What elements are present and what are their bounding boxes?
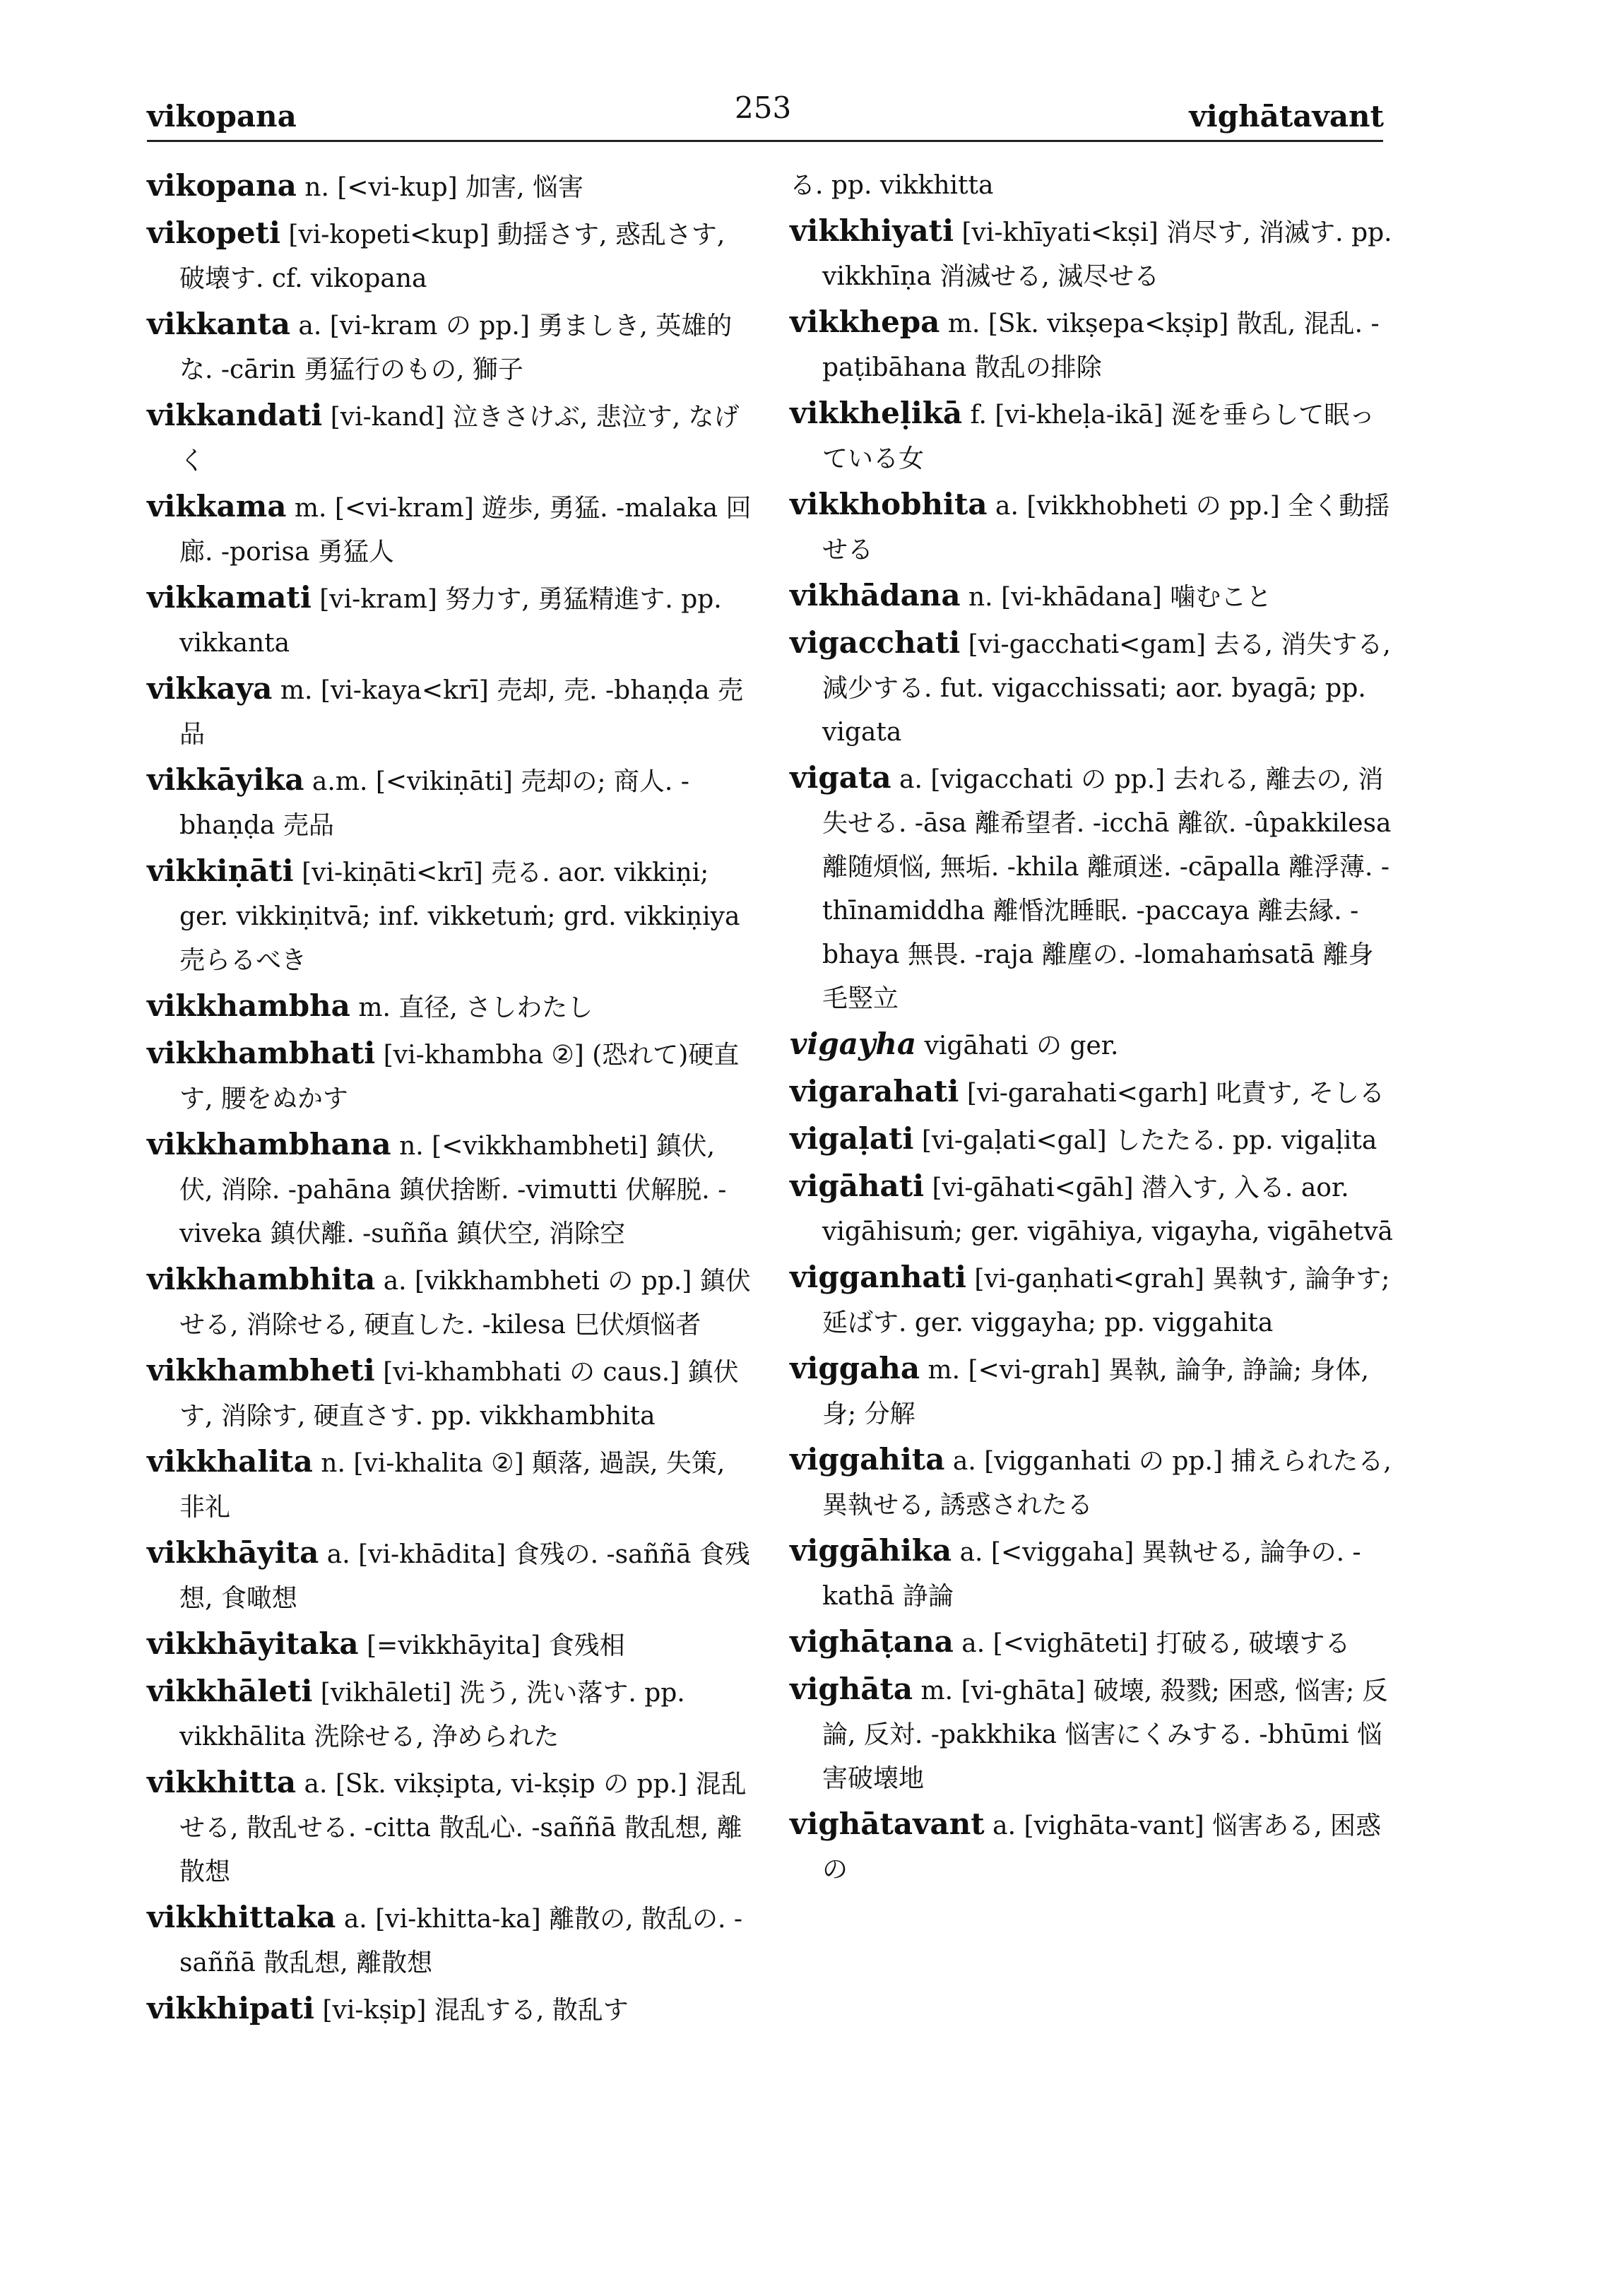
definition: [vi-gāhati<gāh] 潜入す, 入る. aor. vigāhisuṁ; ger. vigāhiya, vigayha, vigāhetvā [822, 1173, 1394, 1246]
dictionary-entry [147, 667, 754, 757]
header-rule [147, 140, 1383, 142]
definition: a. [vi-kram の pp.] 勇ましき, 英雄的な. -cārin 勇猛行のもの, 獅子 [179, 312, 733, 384]
dictionary-entry [147, 211, 754, 301]
definition: [vi-garahati<garh] 叱責す, そしる [966, 1079, 1385, 1108]
headword: vikopana [147, 168, 297, 203]
definition: [vi-kopeti<kup] 動揺さす, 惑乱さす, 破壊す. cf. vikopana [179, 220, 725, 293]
dictionary-entry [147, 758, 754, 848]
definition: n. [<vi-kup] 加害, 悩害 [304, 173, 583, 202]
dictionary-entry [147, 1896, 754, 1985]
dictionary-entry [147, 1031, 754, 1121]
definition: n. [<vikkhambheti] 鎮伏, 伏, 消除. -pahāna 鎮伏捨断. -vimutti 伏解脱. -viveka 鎮伏離. -suñña 鎮伏空, 消除空 [179, 1132, 727, 1248]
definition: m. [vi-kaya<krī] 売却, 売. -bhaṇḍa 売品 [179, 676, 743, 749]
headword: vikkhalita [147, 1444, 313, 1479]
headword: vighāta [790, 1672, 913, 1706]
definition: [vi-gacchati<gam] 去る, 消失する, 減少する. fut. vigacchissati; aor. byagā; pp. vigata [822, 630, 1391, 747]
dictionary-entry [790, 621, 1397, 755]
headword: vikkama [147, 489, 287, 524]
dictionary-entry [790, 391, 1397, 481]
dictionary-entry [147, 1123, 754, 1256]
headword: vikkanta [147, 307, 290, 341]
headword: vikkhāleti [147, 1674, 313, 1708]
dictionary-entry [790, 1438, 1397, 1527]
headword: viggahita [790, 1442, 945, 1477]
definition: m. 直径, さしわたし [358, 993, 593, 1022]
definition: [vi-gaṇhati<grah] 異執す, 論争す; 延ばす. ger. viggayha; pp. viggahita [822, 1265, 1390, 1337]
dictionary-entry [790, 1070, 1397, 1116]
headword: vigganhati [790, 1260, 966, 1294]
right-column [790, 164, 1397, 1893]
dictionary-entry [790, 1117, 1397, 1163]
dictionary-entry [790, 574, 1397, 620]
definition: a. [vigacchati の pp.] 去れる, 離去の, 消失せる. -āsa 離希望者. -icchā 離欲. -ûpakkilesa 離随煩悩, 無垢. -khila 離頑迷. -cāpalla 離浮薄. -thīnamiddha 離惛沈睡眠. -paccaya 離去縁. -bhaya 無畏. -raja 離塵の. -lomahaṁsatā 離身毛竪立 [822, 765, 1392, 1013]
definition: m. [vi-ghāta] 破壊, 殺戮; 困惑, 悩害; 反論, 反対. -pakkhika 悩害にくみする. -bhūmi 悩害破壊地 [822, 1677, 1388, 1793]
definition: [vi-khambha ②] (恐れて)硬直す, 腰をぬかす [179, 1041, 740, 1113]
dictionary-entry [790, 1667, 1397, 1801]
headword: vikkhambheti [147, 1353, 375, 1388]
definition: a. [<vighāteti] 打破る, 破壊する [961, 1629, 1351, 1658]
definition: m. [Sk. vikṣepa<kṣip] 散乱, 混乱. -paṭibāhana 散乱の排除 [822, 309, 1380, 382]
dictionary-entry [147, 1622, 754, 1668]
headword: vikkhipati [147, 1991, 314, 2026]
definition: る. pp. vikkhitta [790, 171, 994, 200]
dictionary-entry [147, 394, 754, 483]
definition: a. [vi-khitta-ka] 離散の, 散乱の. -saññā 散乱想, 離散想 [179, 1905, 743, 1977]
definition: a. [vigganhati の pp.] 捕えられたる, 異執せる, 誘惑されたる [822, 1447, 1392, 1520]
definition: a. [vi-khādita] 食残の. -saññā 食残想, 食噉想 [179, 1540, 750, 1613]
dictionary-entry [147, 1987, 754, 2033]
dictionary-entry [147, 576, 754, 666]
definition: f. [vi-kheḷa-ikā] 涎を垂らして眠っている女 [822, 401, 1375, 473]
definition: m. [<vi-kram] 遊歩, 勇猛. -malaka 回廊. -porisa 勇猛人 [179, 494, 752, 567]
dictionary-entry [790, 1529, 1397, 1619]
dictionary-entry [147, 849, 754, 983]
dictionary-entry [790, 1802, 1397, 1892]
definition: vigāhati の ger. [924, 1031, 1119, 1060]
headword: vikkhobhita [790, 487, 988, 521]
headword: vikkhāyita [147, 1535, 319, 1570]
page-number: 253 [735, 90, 792, 125]
definition: [vi-kand] 泣きさけぶ, 悲泣す, なげく [179, 403, 740, 475]
definition: [vi-kiṇāti<krī] 売る. aor. vikkiṇi; ger. vikkiṇitvā; inf. vikketuṁ; grd. vikkiṇiya 売らるべき [179, 858, 740, 975]
definition: [vi-khambhati の caus.] 鎮伏す, 消除す, 硬直さす. pp. vikkhambhita [179, 1358, 739, 1431]
running-head-left: vikopana [147, 99, 297, 134]
headword: vikkhittaka [147, 1900, 336, 1934]
headword: vikkhambhita [147, 1262, 376, 1296]
headword: vigayha [790, 1027, 917, 1061]
definition: [vi-khīyati<kṣi] 消尽す, 消滅す. pp. vikkhīṇa 消滅せる, 滅尽せる [822, 218, 1392, 291]
definition: [vikhāleti] 洗う, 洗い落す. pp. vikkhālita 洗除せる, 浄められた [179, 1679, 685, 1751]
dictionary-entry [147, 1440, 754, 1530]
dictionary-entry [147, 1531, 754, 1621]
definition: a. [vighāta-vant] 悩害ある, 困惑の [822, 1811, 1381, 1884]
headword: vikkāyika [147, 762, 304, 797]
definition: a.m. [<vikiṇāti] 売却の; 商人. -bhaṇḍa 売品 [179, 767, 689, 840]
definition: n. [vi-khalita ②] 顛落, 過誤, 失策, 非礼 [179, 1449, 725, 1522]
headword: vigacchati [790, 625, 961, 660]
headword: vikkhambhati [147, 1036, 376, 1070]
left-column [147, 164, 754, 2034]
dictionary-entry [147, 984, 754, 1030]
headword: vikkiṇāti [147, 853, 294, 888]
dictionary-entry [790, 209, 1397, 299]
dictionary-entry [790, 1255, 1397, 1345]
headword: vikkaya [147, 671, 273, 706]
headword: vigāhati [790, 1169, 925, 1203]
dictionary-entry [790, 164, 1397, 208]
headword: vigaḷati [790, 1121, 914, 1156]
dictionary-entry [147, 1258, 754, 1347]
dictionary-entry [790, 300, 1397, 390]
definition: a. [<viggaha] 異執せる, 論争の. -kathā 諍論 [822, 1538, 1361, 1611]
definition: [=vikkhāyita] 食残相 [367, 1631, 625, 1660]
headword: vikkhāyitaka [147, 1626, 359, 1661]
headword: vikopeti [147, 215, 280, 250]
definition: a. [vikkhobheti の pp.] 全く動揺せる [822, 492, 1390, 564]
headword: viggāhika [790, 1533, 952, 1568]
headword: vikkhepa [790, 305, 940, 339]
headword: vigarahati [790, 1074, 959, 1108]
dictionary-entry [790, 1347, 1397, 1436]
headword: vighāṭana [790, 1624, 954, 1659]
headword: vikkhitta [147, 1765, 297, 1799]
definition: a. [vikkhambheti の pp.] 鎮伏せる, 消除せる, 硬直した. -kilesa 巳伏煩悩者 [179, 1267, 751, 1340]
headword: vighātavant [790, 1807, 985, 1841]
dictionary-entry [790, 483, 1397, 572]
definition: [vi-kṣip] 混乱する, 散乱す [322, 1996, 629, 2025]
dictionary-entry [147, 164, 754, 210]
headword: vikkamati [147, 580, 312, 615]
dictionary-entry [147, 485, 754, 574]
headword: vikhādana [790, 578, 961, 613]
dictionary-entry [147, 302, 754, 392]
headword: viggaha [790, 1351, 920, 1385]
dictionary-entry [147, 1669, 754, 1759]
definition: a. [Sk. vikṣipta, vi-kṣip の pp.] 混乱せる, 散乱せる. -citta 散乱心. -saññā 散乱想, 離散想 [179, 1770, 747, 1886]
definition: [vi-kram] 努力す, 勇猛精進す. pp. vikkanta [179, 585, 722, 658]
dictionary-entry [790, 756, 1397, 1021]
headword: vikkhambhana [147, 1127, 391, 1161]
definition: n. [vi-khādana] 噛むこと [968, 583, 1272, 612]
definition: m. [<vi-grah] 異執, 論争, 諍論; 身体, 身; 分解 [822, 1356, 1369, 1429]
dictionary-entry [790, 1164, 1397, 1254]
dictionary-entry [147, 1761, 754, 1894]
dictionary-entry [147, 1349, 754, 1438]
running-head-right: vighātavant [1189, 99, 1384, 134]
dictionary-entry [790, 1620, 1397, 1666]
dictionary-entry [790, 1022, 1397, 1068]
headword: vikkhambha [147, 988, 350, 1023]
headword: vikkhiyati [790, 213, 954, 248]
headword: vigata [790, 760, 891, 795]
definition: [vi-gaḷati<gal] したたる. pp. vigaḷita [921, 1126, 1377, 1155]
headword: vikkandati [147, 398, 323, 432]
headword: vikkheḷikā [790, 396, 963, 430]
